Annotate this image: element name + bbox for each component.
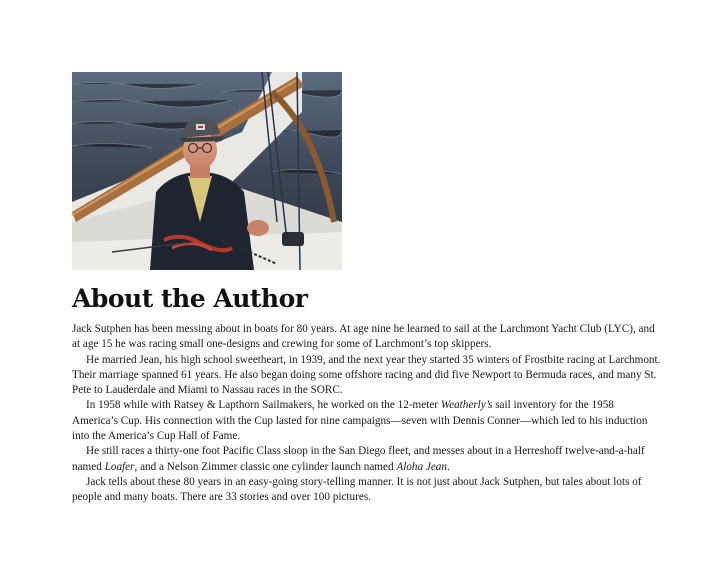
- bio-paragraph: [72, 398, 662, 444]
- paragraph-text: He married Jean, his high school sweetheart, in 1939, and the next year they started 35 winters of Frostbite racing at Larchmont. Their marriage spanned 61 years. He also began doing some offshore racing and did five Newport to Bermuda races, and many St. Pete to Lauderdale and Miami to Nassau races in the SORC.: [72, 353, 661, 397]
- bio-paragraph: [72, 353, 662, 399]
- paragraph-text: sail inventory for the 1958 America’s Cup. His connection with the Cup lasted for nine campaigns—seven with Dennis Conner—which led to his induction into the America’s Cup Hall of Fame.: [72, 399, 648, 443]
- author-bio: [72, 322, 662, 506]
- paragraph-text: Jack Sutphen has been messing about in boats for 80 years. At age nine he learned to sail at the Larchmont Yacht Club (LYC), and at age 15 he was racing small one-designs and crewing for some of Larchmont’s top skippers.: [72, 323, 655, 351]
- italic-name: Aloha Jean: [396, 460, 447, 473]
- paragraph-text: .: [447, 460, 450, 473]
- author-photo: [72, 72, 342, 270]
- italic-name: Loafer: [104, 460, 135, 473]
- paragraph-text: , and a Nelson Zimmer classic one cylinder launch named: [134, 460, 397, 473]
- paragraph-text: He still races a thirty-one foot Pacific Class sloop in the San Diego fleet, and messes about in a Herreshoff twelve-and-a-half named: [72, 445, 645, 473]
- bio-paragraph: [72, 475, 662, 506]
- section-title: About the Author: [72, 284, 308, 313]
- paragraph-text: In 1958 while with Ratsey & Lapthorn Sailmakers, he worked on the 12-meter: [86, 399, 441, 412]
- bio-paragraph: [72, 322, 662, 353]
- paragraph-text: Jack tells about these 80 years in an easy-going story-telling manner. It is not just about Jack Sutphen, but tales about lots of people and many boats. There are 33 stories and over 100 pictures.: [72, 475, 642, 504]
- bio-paragraph: [72, 444, 662, 475]
- italic-name: Weatherly’s: [440, 399, 493, 412]
